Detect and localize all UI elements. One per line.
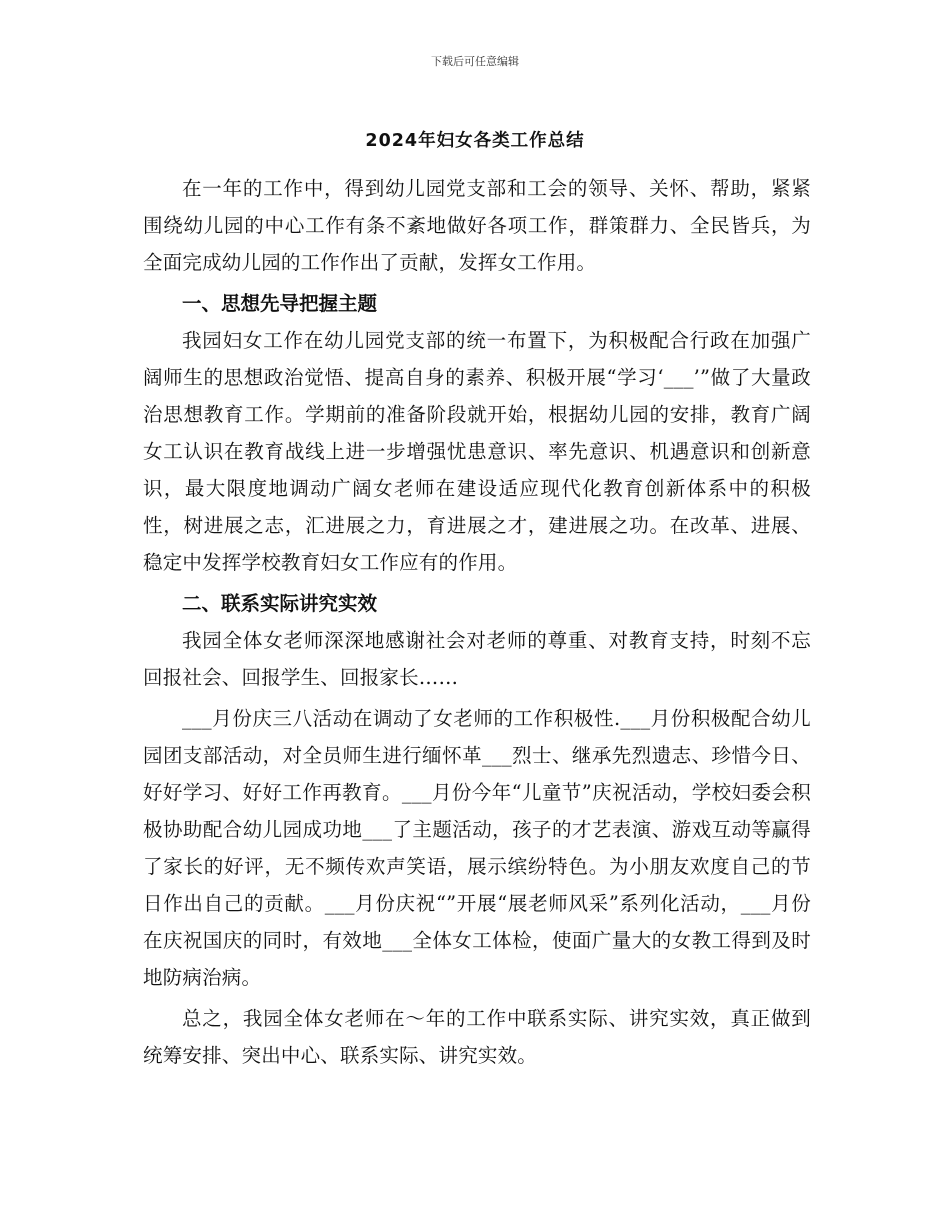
conclusion-paragraph: 总之，我园全体女老师在～年的工作中联系实际、讲究实效，真正做到统筹安排、突出中心、联系实际、讲究实效。 bbox=[143, 1007, 811, 1067]
section-2-paragraph-2: ___月份庆三八活动在调动了女老师的工作积极性.___月份积极配合幼儿园团支部活动，对全员师生进行缅怀革___烈士、继承先烈遗志、珍惜今日、好好学习、好好工作再教育。___月份今年“儿童节”庆祝活动，学校妇委会积极协助配合幼儿园成功地___了主题活动，孩子的才艺表演、游戏互动等赢得了家长的好评，无不频传欢声笑语，展示缤纷特色。为小朋友欢度自己的节日作出自己的贡献。___月份庆祝“”开展“展老师风采”系列化活动，___月份在庆祝国庆的同时，有效地___全体女工体检，使面广量大的女教工得到及时地防病治病。 bbox=[143, 707, 811, 989]
section-2-paragraph-1: 我园全体女老师深深地感谢社会对老师的尊重、对教育支持，时刻不忘回报社会、回报学生、回报家长…… bbox=[143, 629, 811, 689]
document-title: 2024年妇女各类工作总结 bbox=[365, 131, 585, 151]
header-note: 下载后可任意编辑 bbox=[431, 55, 519, 68]
intro-paragraph: 在一年的工作中，得到幼儿园党支部和工会的领导、关怀、帮助，紧紧围绕幼儿园的中心工作有条不紊地做好各项工作，群策群力、全民皆兵，为全面完成幼儿园的工作作出了贡献，发挥女工作用。 bbox=[143, 177, 811, 274]
section-heading-2: 二、联系实际讲究实效 bbox=[182, 592, 378, 615]
section-heading-1: 一、思想先导把握主题 bbox=[182, 292, 378, 315]
section-1-paragraph: 我园妇女工作在幼儿园党支部的统一布置下，为积极配合行政在加强广阔师生的思想政治觉悟、提高自身的素养、积极开展“学习‘___’”做了大量政治思想教育工作。学期前的准备阶段就开始，根据幼儿园的安排，教育广阔女工认识在教育战线上进一步增强忧患意识、率先意识、机遇意识和创新意识，最大限度地调动广阔女老师在建设适应现代化教育创新体系中的积极性，树进展之志，汇进展之力，育进展之才，建进展之功。在改革、进展、稳定中发挥学校教育妇女工作应有的作用。 bbox=[143, 329, 811, 574]
document-body bbox=[143, 170, 811, 1074]
